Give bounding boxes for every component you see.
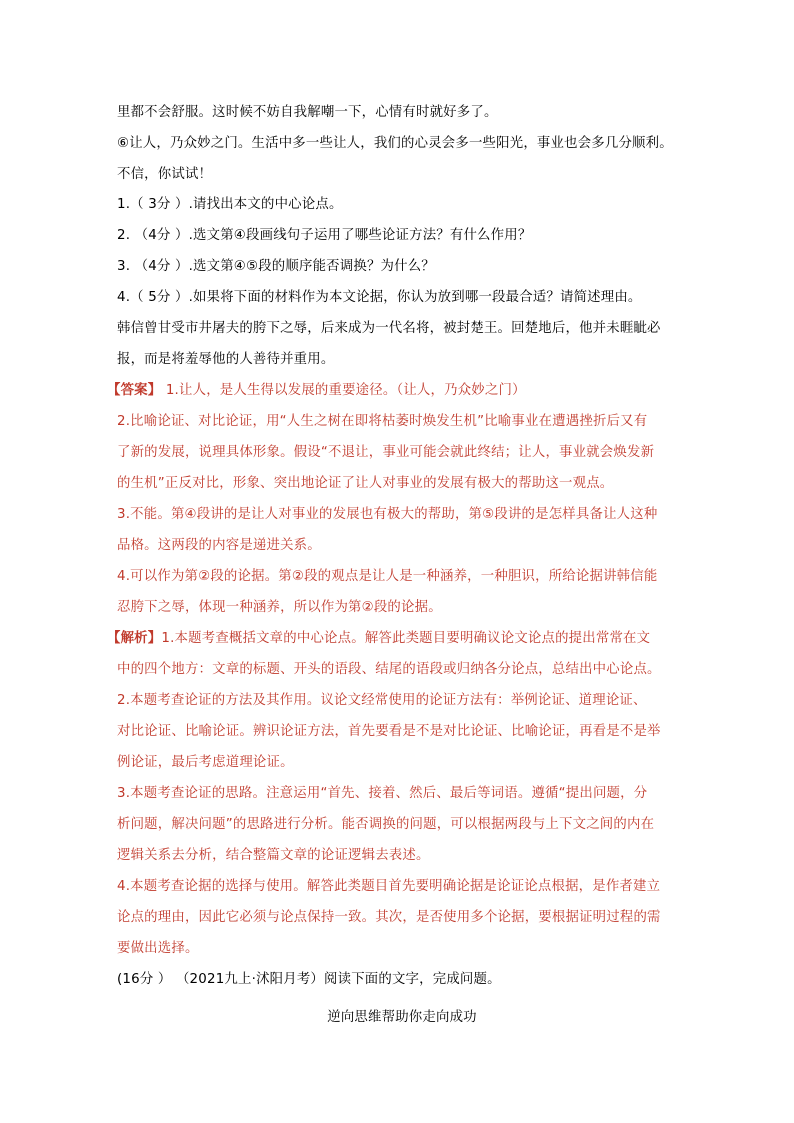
analysis-line (107, 630, 650, 648)
analysis-tag: 【解析】 (107, 631, 162, 646)
question-2: 2. （4分 ）.选文第④段画线句子运用了哪些论证方法？有什么作用？ (117, 228, 532, 243)
text-line: ⑥让人，乃众妙之门。生活中多一些让人，我们的心灵会多一些阳光，事业也会多几分顺利。 (117, 136, 673, 151)
text-line: 报，而是将羞辱他的人善待并重用。 (117, 352, 335, 367)
analysis-1: 1.本题考查概括文章的中心论点。解答此类题目要明确议论文论点的提出常常在文 (161, 631, 651, 646)
analysis-2: 对比论证、比喻论证。辨识论证方法，首先要看是不是对比论证、比喻论证，再看是不是举 (117, 724, 661, 739)
analysis-4: 4.本题考查论据的选择与使用。解答此类题目首先要明确论据是论证论点根据，是作者建立 (117, 879, 661, 894)
answer-tag: 【答案】 (107, 383, 162, 398)
answer-3: 品格。这两段的内容是递进关系。 (117, 538, 321, 553)
analysis-4: 论点的理由，因此它必须与论点保持一致。其次，是否使用多个论据，要根据证明过程的需 (117, 910, 661, 925)
answer-3: 3.不能。第④段讲的是让人对事业的发展也有极大的帮助，第⑤段讲的是怎样具备让人这种 (117, 507, 658, 522)
analysis-3: 3.本题考查论证的思路。注意运用“首先、接着、然后、最后等词语。遵循“提出问题，分 (117, 786, 648, 801)
answer-2: 2.比喻论证、对比论证，用“人生之树在即将枯萎时焕发生机”比喻事业在遭遇挫折后又有 (117, 414, 648, 429)
question-4: 4.（ 5分 ）.如果将下面的材料作为本文论据，你认为放到哪一段最合适？请简述理由。 (117, 290, 642, 305)
passage-title: 逆向思维帮助你走向成功 (327, 1010, 477, 1025)
question-1: 1.（ 3分 ）.请找出本文的中心论点。 (117, 197, 343, 212)
analysis-2: 例论证，最后考虑道理论证。 (117, 755, 294, 770)
question-3: 3. （4分 ）.选文第④⑤段的顺序能否调换？为什么？ (117, 259, 435, 274)
answer-line (107, 382, 526, 400)
analysis-3: 逻辑关系去分析，结合整篇文章的论证逻辑去表述。 (117, 848, 430, 863)
text-line: 不信，你试试！ (117, 167, 213, 182)
text-line: 韩信曾甘受市井屠夫的胯下之辱，后来成为一代名将，被封楚王。回楚地后，他并未睚眦必 (117, 321, 661, 336)
text-line: 里都不会舒服。这时候不妨自我解嘲一下，心情有时就好多了。 (117, 105, 498, 120)
analysis-3: 析问题，解决问题”的思路进行分析。能否调换的问题，可以根据两段与上下文之间的内在 (117, 817, 655, 832)
analysis-2: 2.本题考查论证的方法及其作用。议论文经常使用的论证方法有：举例论证、道理论证、 (117, 693, 647, 708)
answer-4: 忍胯下之辱，体现一种涵养，所以作为第②段的论据。 (117, 600, 442, 615)
analysis-1: 中的四个地方：文章的标题、开头的语段、结尾的语段或归纳各分论点，总结出中心论点。 (117, 662, 661, 677)
analysis-4: 要做出选择。 (117, 941, 199, 956)
answer-2: 了新的发展，说理具体形象。假设“不退让，事业可能会就此终结；让人，事业就会焕发新 (117, 445, 655, 460)
answer-1: 1.让人，是人生得以发展的重要途径。（让人，乃众妙之门） (161, 383, 526, 398)
answer-2: 的生机”正反对比，形象、突出地论证了让人对事业的发展有极大的帮助这一观点。 (117, 476, 614, 491)
answer-4: 4.可以作为第②段的论据。第②段的观点是让人是一种涵养，一种胆识，所给论据讲韩信能 (117, 569, 658, 584)
next-question: (16分 ） （2021九上·沭阳月考）阅读下面的文字，完成问题。 (117, 972, 501, 987)
